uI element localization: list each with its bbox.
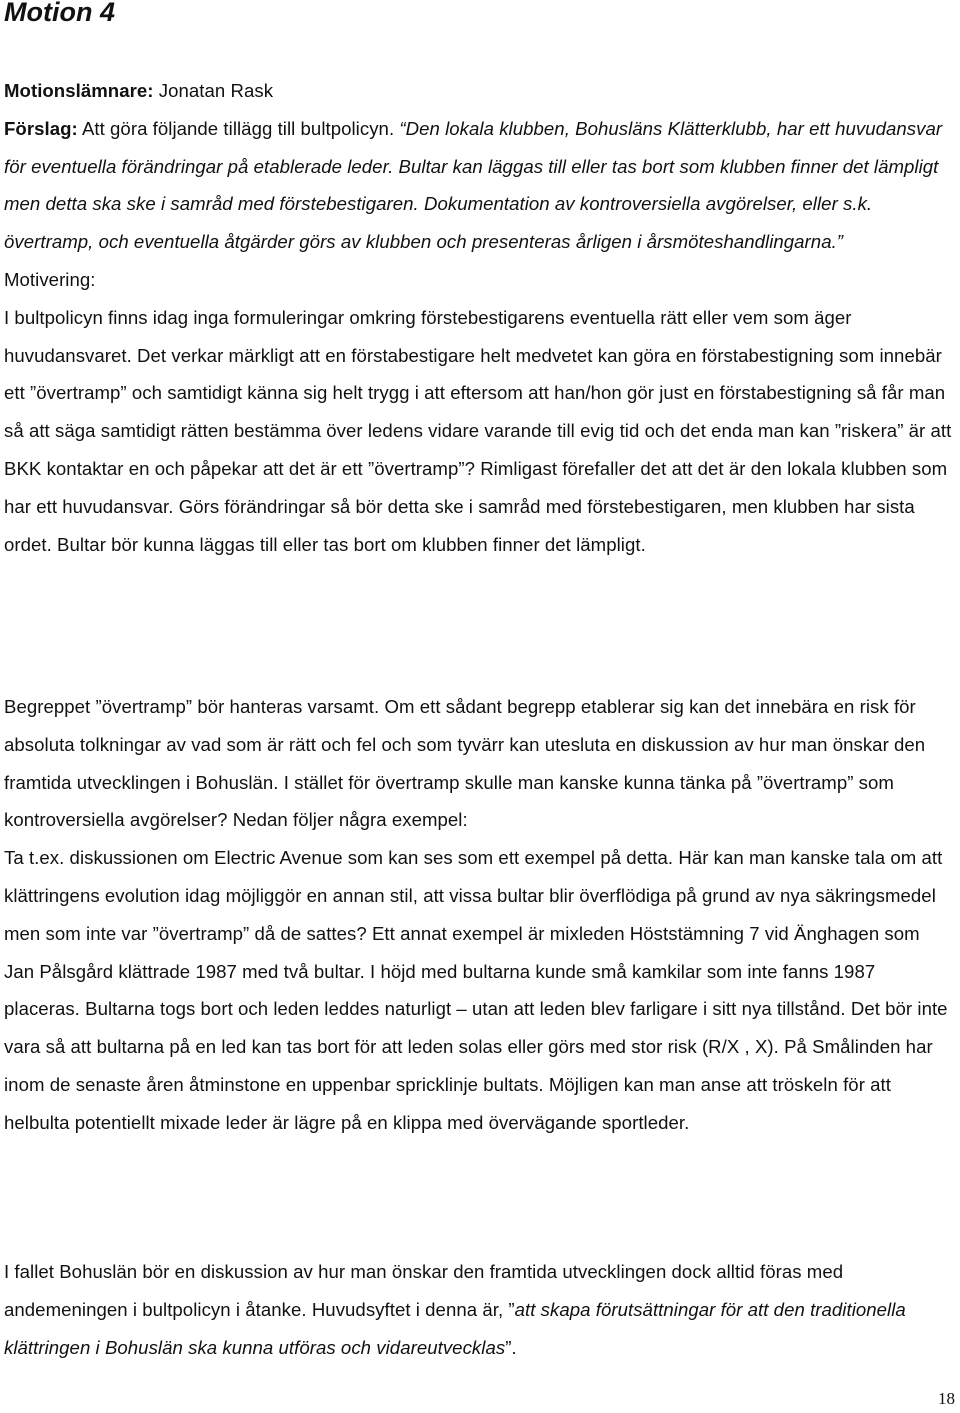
closing-quote: att skapa förutsättningar för att den traditionella klättringen i Bohuslän ska kunna utföras och vidareutvecklas xyxy=(4,1298,906,1358)
motivation-paragraph: I bultpolicyn finns idag inga formuleringar omkring förstebestigarens eventuella rätt eller vem som äger huvudansvaret. Det verkar märkligt att en förstabestigare helt medvetet kan göra en förstabestigning som innebär ett ”övertramp” och samtidigt känna sig helt trygg i att eftersom att han/hon gör just en förstabestigning så får man så att säga samtidigt rätten bestämma över ledens vidare varande till evig tid och det enda man kan ”riskera” är att BKK kontaktar en och påpekar att det är ett ”övertramp”? Rimligast förefaller det att det är den lokala klubben som har ett huvudansvar. Görs förändringar så bör detta ske i samråd med förstebestigaren, men klubben har sista ordet. Bultar bör kunna läggas till eller tas bort om klubben finner det lämpligt. xyxy=(4,306,952,555)
closing-tail: ”. xyxy=(505,1336,517,1358)
motivation-heading: Motivering: xyxy=(4,268,96,290)
proposal-lead: Att göra följande tillägg till bultpolicyn. xyxy=(77,117,400,139)
closing-lead: I fallet Bohuslän bör en diskussion av hur man önskar den framtida utvecklingen dock alltid föras med andemeningen i bultpolicyn i åtanke. Huvudsyftet i denna är, ” xyxy=(4,1261,844,1320)
closing-section xyxy=(4,1253,952,1366)
term-paragraph: Begreppet ”övertramp” bör hanteras varsamt. Om ett sådant begrepp etablerar sig kan det innebära en risk för absoluta tolkningar av vad som är rätt och fel och som tyvärr kan utesluta en diskussion av hur man önskar den framtida utvecklingen i Bohuslän. I stället för övertramp skulle man kanske kunna tänka på ”övertramp” som kontroversiella avgörelser? Nedan följer några exempel: xyxy=(4,696,926,831)
submitter-name: Jonatan Rask xyxy=(153,80,274,101)
motion-heading: Motion 4 xyxy=(4,0,115,27)
proposal-paragraph xyxy=(4,110,952,261)
motion-header-section xyxy=(4,72,952,563)
submitter-label: Motionslämnare: xyxy=(4,80,154,101)
submitter-line xyxy=(4,72,952,110)
closing-paragraph xyxy=(4,1253,952,1366)
page-number: 18 xyxy=(938,1389,955,1408)
proposal-quote: “Den lokala klubben, Bohusläns Klätterklubb, har ett huvudansvar för eventuella förändringar på etablerade leder. Bultar kan läggas till eller tas bort som klubben finner det lämpligt men detta ska ske i samråd med förstebestigaren. Dokumentation av kontroversiella avgörelser, eller s.k. övertramp, och eventuella åtgärder görs av klubben och presenteras årligen i årsmöteshandlingarna.” xyxy=(4,117,943,253)
term-section xyxy=(4,688,952,1142)
examples-paragraph: Ta t.ex. diskussionen om Electric Avenue som kan ses som ett exempel på detta. Här kan man kanske tala om att klättringens evolution idag möjliggör en annan stil, att vissa bultar blir överflödiga på grund av nya säkringsmedel men som inte var ”övertramp” då de sattes? Ett annat exempel är mixleden Höststämning 7 vid Änghagen som Jan Pålsgård klättrade 1987 med två bultar. I höjd med bultarna kunde små kamkilar som inte fanns 1987 placeras. Bultarna togs bort och leden leddes naturligt – utan att leden blev farligare i sitt nya tillstånd. Det bör inte vara så att bultarna på en led kan tas bort för att leden solas eller görs med stor risk (R/X , X). På Smålinden har inom de senaste åren åtminstone en uppenbar spricklinje bultats. Möjligen kan man anse att tröskeln för att helbulta potentiellt mixade leder är lägre på en klippa med övervägande sportleder. xyxy=(4,847,948,1133)
proposal-label: Förslag: xyxy=(4,117,78,139)
